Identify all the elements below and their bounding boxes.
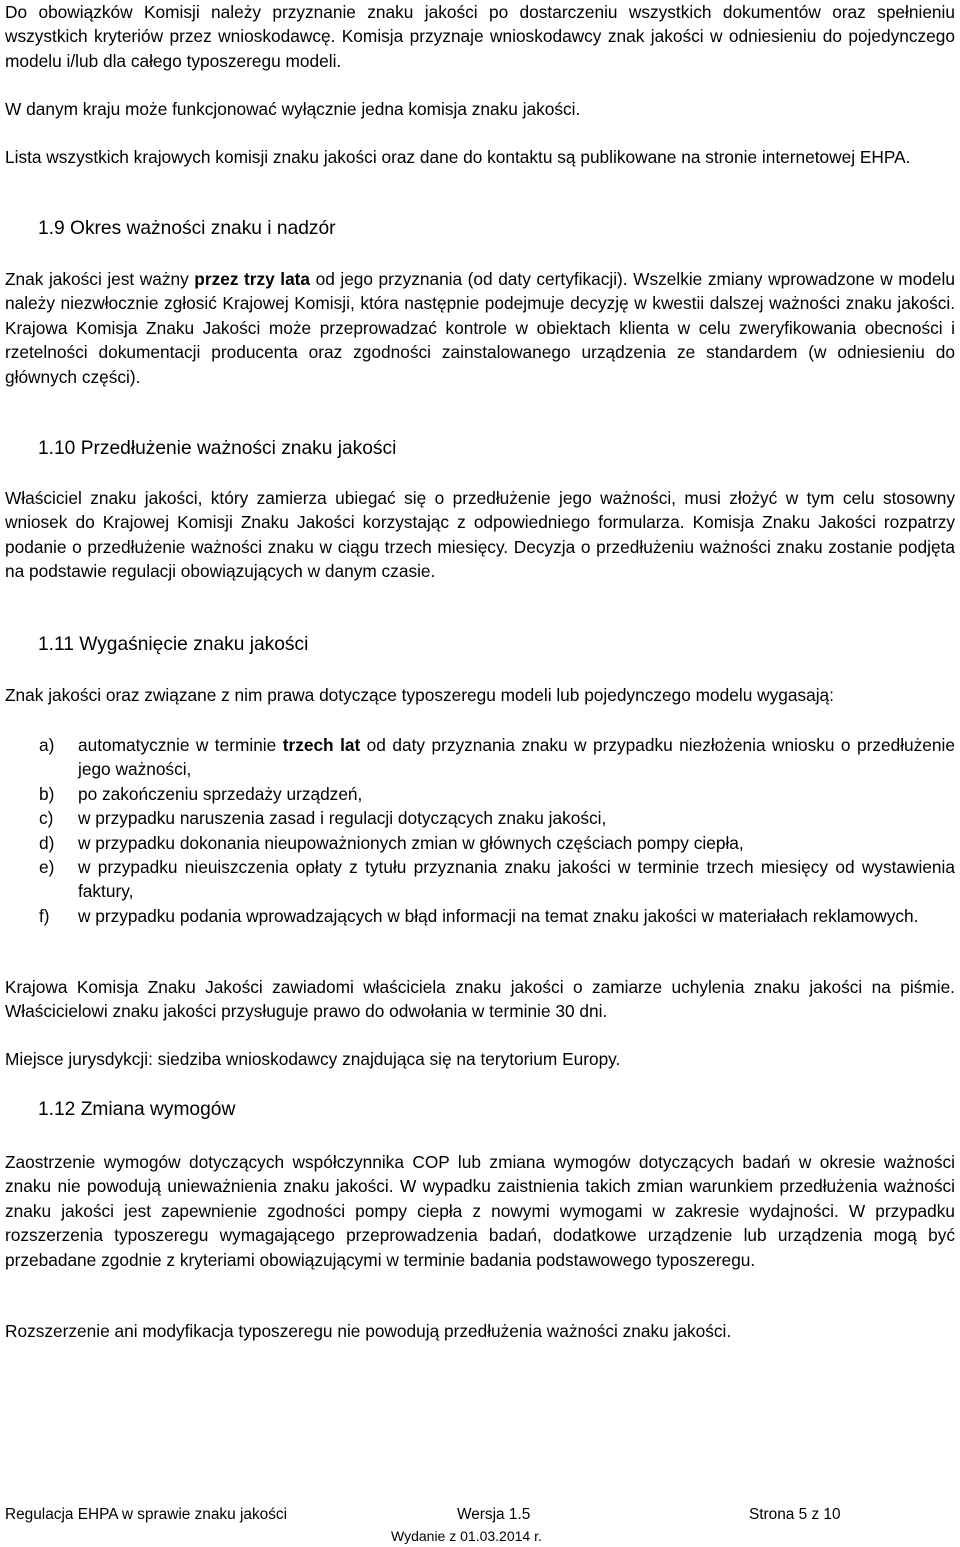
list-item bbox=[5, 855, 955, 904]
heading-text: Zmiana wymogów bbox=[75, 1099, 236, 1120]
list-item-text: w przypadku podania wprowadzających w błąd informacji na temat znaku jakości w materiałach reklamowych. bbox=[78, 905, 919, 926]
heading-1-11 bbox=[38, 633, 308, 657]
list-marker: a) bbox=[39, 735, 55, 755]
paragraph-extension: Właściciel znaku jakości, który zamierza ubiegać się o przedłużenie jego ważności, musi złożyć w tym celu stosowny wniosek do Krajowej Komisji Znaku Jakości korzystając z odpowiedniego formularza. Komisja Znaku Jakości rozpatrzy podanie o przedłużenie ważności znaku w ciągu trzech miesięcy. Decyzja o przedłużeniu ważności znaku zostanie podjęta na podstawie regulacji obowiązujących w danym czasie. bbox=[5, 488, 955, 582]
heading-text: Wygaśnięcie znaku jakości bbox=[73, 634, 309, 655]
footer-document-title: Regulacja EHPA w sprawie znaku jakości bbox=[5, 1506, 288, 1523]
paragraph-text: Znak jakości jest ważny bbox=[5, 269, 195, 289]
paragraph-text: od jego przyznania (od daty certyfikacji). Wszelkie zmiany wprowadzone w modelu należy niezwłocznie zgłosić Krajowej Komisji, która następnie podejmuje decyzję w kwestii dalszej ważności znaku jakości. Krajowa Komisja Znaku Jakości może przeprowadzać kontrole w obiektach klienta w celu zweryfikowania obecności i rzetelności dokumentacji producenta oraz zgodności zainstalowanego urządzenia ze standardem (w odniesieniu do głównych części). bbox=[5, 269, 955, 387]
list-item-text: po zakończeniu sprzedaży urządzeń, bbox=[78, 783, 363, 804]
list-item bbox=[5, 904, 955, 928]
paragraph-commission-duties: Do obowiązków Komisji należy przyznanie znaku jakości po dostarczeniu wszystkich dokumentów oraz spełnieniu wszystkich kryteriów przez wnioskodawcę. Komisja przyznaje wnioskodawcy znak jakości w odniesieniu do pojedynczego modelu i/lub dla całego typoszeregu modeli. bbox=[5, 2, 955, 71]
heading-number: 1.10 bbox=[38, 438, 76, 459]
paragraph-jurisdiction: Miejsce jurysdykcji: siedziba wnioskodawcy znajdująca się na terytorium Europy. bbox=[5, 1049, 621, 1069]
paragraph-notification: Krajowa Komisja Znaku Jakości zawiadomi właściciela znaku jakości o zamiarze uchylenia znaku jakości na piśmie. Właścicielowi znaku jakości przysługuje prawo do odwołania w terminie 30 dni. bbox=[5, 977, 955, 1022]
heading-text: Okres ważności znaku i nadzór bbox=[64, 218, 336, 239]
expiry-conditions-list bbox=[5, 733, 955, 928]
paragraph-commission-list: Lista wszystkich krajowych komisji znaku jakości oraz dane do kontaktu są publikowane na stronie internetowej EHPA. bbox=[5, 147, 911, 167]
paragraph-one-commission: W danym kraju może funkcjonować wyłącznie jedna komisja znaku jakości. bbox=[5, 99, 581, 119]
bold-term: przez trzy lata bbox=[194, 269, 311, 289]
heading-1-9 bbox=[38, 217, 336, 241]
page-footer bbox=[5, 1502, 955, 1546]
list-marker: e) bbox=[39, 857, 55, 878]
heading-1-12 bbox=[38, 1098, 235, 1122]
footer-version: Wersja 1.5 bbox=[457, 1506, 531, 1523]
heading-1-10 bbox=[38, 437, 396, 461]
list-item bbox=[5, 733, 955, 782]
paragraph-requirement-changes: Zaostrzenie wymogów dotyczących współczynnika COP lub zmiana wymogów dotyczących badań w okresie ważności znaku nie powodują unieważnienia znaku jakości. W wypadku zaistnienia takich zmian warunkiem przedłużenia ważności znaku jakości jest zapewnienie zgodności pompy ciepła z nowymi wymogami w zakresie wydajności. W przypadku rozszerzenia typoszeregu wymagającego przeprowadzenia badań, dodatkowe urządzenie lub urządzenia mogą być przebadane zgodnie z kryteriami obowiązującymi w terminie badania podstawowego typoszeregu. bbox=[5, 1152, 955, 1270]
list-marker: c) bbox=[39, 808, 54, 829]
bold-term: trzech lat bbox=[282, 735, 361, 755]
list-item-text: w przypadku nieuiszczenia opłaty z tytułu przyznania znaku jakości w terminie trzech miesięcy od wystawienia faktury, bbox=[78, 857, 955, 902]
heading-number: 1.9 bbox=[38, 218, 65, 239]
paragraph-validity bbox=[5, 267, 955, 389]
paragraph-expiry-intro: Znak jakości oraz związane z nim prawa dotyczące typoszeregu modeli lub pojedynczego modelu wygasają: bbox=[5, 685, 834, 705]
heading-text: Przedłużenie ważności znaku jakości bbox=[75, 438, 397, 459]
list-item-text: od daty przyznania znaku w przypadku niezłożenia wniosku o przedłużenie jego ważności, bbox=[78, 735, 955, 780]
list-item bbox=[5, 782, 955, 806]
list-item bbox=[5, 806, 955, 830]
footer-page-number: Strona 5 z 10 bbox=[749, 1506, 841, 1523]
heading-number: 1.11 bbox=[38, 634, 74, 655]
list-item bbox=[5, 831, 955, 855]
heading-number: 1.12 bbox=[38, 1099, 76, 1120]
list-item-text: w przypadku dokonania nieupoważnionych zmian w głównych częściach pompy ciepła, bbox=[78, 832, 744, 853]
list-marker: d) bbox=[39, 832, 55, 853]
footer-edition-date: Wydanie z 01.03.2014 r. bbox=[391, 1528, 542, 1544]
list-item-text: w przypadku naruszenia zasad i regulacji dotyczących znaku jakości, bbox=[78, 808, 607, 829]
paragraph-extension-note: Rozszerzenie ani modyfikacja typoszeregu nie powodują przedłużenia ważności znaku jakości. bbox=[5, 1321, 732, 1341]
list-marker: f) bbox=[39, 905, 50, 926]
list-marker: b) bbox=[39, 783, 55, 804]
list-item-text: automatycznie w terminie bbox=[78, 735, 283, 755]
